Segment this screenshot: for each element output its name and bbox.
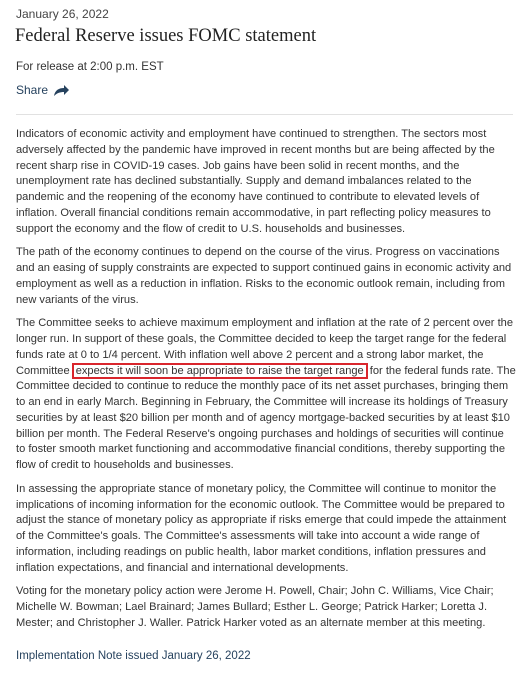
statement-paragraph-1: Indicators of economic activity and employment have continued to strengthen. The sectors most adversely affected by the pandemic have improved in recent months but are being affected by the recent sharp rise in COVID-19 cases. Job gains have been solid in recent months, and the unemployment rate has declined substantially. Supply and demand imbalances related to the pandemic and the reopening of the economy have continued to contribute to elevated levels of inflation. Overall financial conditions remain accommodative, in part reflecting policy measures to support the economy and the flow of credit to U.S. households and businesses. xyxy=(16,128,495,235)
statement-paragraph-4: In assessing the appropriate stance of monetary policy, the Committee will continue to monitor the implications of incoming information for the economic outlook. The Committee would be prepared to adjust the stance of monetary policy as appropriate if risks emerge that could impede the attainment of the Committee's goals. The Committee's assessments will take into account a wide range of information, including readings on public health, labor market conditions, inflation pressures and inflation expectations, and financial and international developments. xyxy=(16,482,507,574)
share-label: Share xyxy=(16,83,49,97)
paragraph-3-text-after: for the federal funds rate. The Committee decided to continue to reduce the monthly pace of its net asset purchases, bringing them to an end in early March. Beginning in February, the Committee will increase its holdings of Treasury securities by at least $20 billion per month and of agency mortgage-backed securities by at least $10 billion per month. The Federal Reserve's ongoing purchases and holdings of securities will continue to foster smooth market functioning and accommodative financial conditions, thereby supporting the flow of credit to households and businesses. xyxy=(16,364,516,471)
statement-paragraph-5: Voting for the monetary policy action were Jerome H. Powell, Chair; John C. Williams, Vice Chair; Michelle W. Bowman; Lael Brainard; James Bullard; Esther L. George; Patrick Harker; Loretta J. Mester; and Christopher J. Waller. Patrick Harker voted as an alternate member at this meeting. xyxy=(16,585,494,629)
release-time: For release at 2:00 p.m. EST xyxy=(16,61,164,73)
release-date: January 26, 2022 xyxy=(16,7,109,21)
statement-body xyxy=(16,127,516,640)
paragraph-3-text-before: The Committee seeks to achieve maximum employment and inflation at the rate of 2 percent over the longer run. In support of these goals, the Committee decided to keep the target range for the federal funds rate at 0 to 1/4 percent. With inflation well above 2 percent and a strong labor market, the Committee xyxy=(16,317,513,377)
divider xyxy=(16,114,513,115)
implementation-note-link[interactable]: Implementation Note issued January 26, 2022 xyxy=(16,650,251,662)
share-button[interactable] xyxy=(16,83,70,97)
share-arrow-icon xyxy=(53,84,70,97)
highlighted-phrase: expects it will soon be appropriate to raise the target range xyxy=(72,363,368,379)
page-title: Federal Reserve issues FOMC statement xyxy=(15,26,317,46)
statement-paragraph-3 xyxy=(16,316,516,474)
statement-paragraph-2: The path of the economy continues to depend on the course of the virus. Progress on vaccinations and an easing of supply constraints are expected to support continued gains in economic activity and employment as well as a reduction in inflation. Risks to the economic outlook remain, including from new variants of the virus. xyxy=(16,246,512,306)
